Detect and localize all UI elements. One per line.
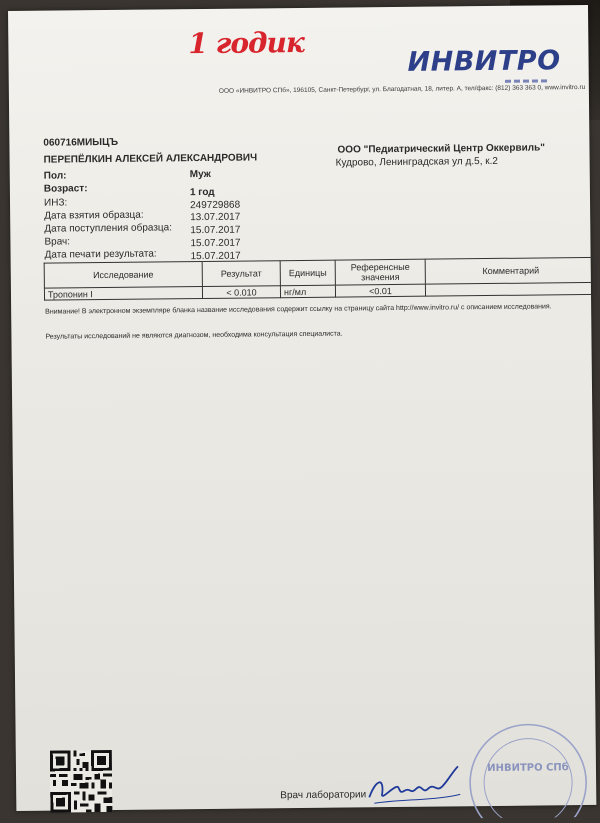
inz-value: 249729868	[190, 199, 241, 212]
inz-label: ИНЗ:	[43, 197, 68, 209]
received-date-value: 15.07.2017	[190, 224, 241, 237]
doctor-label: Врач:	[44, 236, 71, 248]
handwritten-note: 1 годик	[188, 25, 304, 61]
column-header-test: Исследование	[44, 262, 202, 289]
disclaimer-note: Результаты исследований не являются диагнозом, необходима консультация специалиста.	[45, 330, 343, 341]
reference-cell: <0.01	[335, 284, 425, 297]
result-cell: < 0.010	[202, 286, 280, 299]
age-label: Возраст:	[43, 183, 88, 195]
column-header-reference: Референсные значения	[335, 259, 425, 285]
comment-cell	[425, 282, 596, 296]
results-table	[44, 257, 597, 301]
lab-result-sheet	[8, 5, 596, 811]
print-date-value: 15.07.2017	[190, 250, 241, 263]
stamp-label: ИНВИТРО СПб	[487, 762, 569, 775]
patient-name: ПЕРЕПЁЛКИН АЛЕКСЕЙ АЛЕКСАНДРОВИЧ	[43, 152, 258, 166]
column-header-result: Результат	[202, 261, 280, 287]
sample-date-value: 13.07.2017	[190, 211, 241, 224]
qr-code-icon	[50, 750, 113, 813]
clinic-name: ООО "Педиатрический Центр Оккервиль"	[337, 142, 546, 156]
sample-date-label: Дата взятия образца:	[44, 209, 144, 222]
patient-code: 060716МИЫЦЪ	[43, 136, 119, 149]
column-header-comment: Комментарий	[425, 257, 596, 284]
column-header-units: Единицы	[280, 260, 335, 286]
lab-address: ООО «ИНВИТРО СПб», 196105, Санкт-Петербург, ул. Благодатная, 18, литер. А, тел/факс: (812) 363 363 0, www.invitro.ru	[218, 83, 586, 95]
clinic-stamp-icon	[452, 707, 600, 819]
logo-underline-mark	[505, 79, 549, 82]
clinic-address: Кудрово, Ленинградская ул д.5, к.2	[335, 155, 499, 169]
doctor-value: 15.07.2017	[190, 237, 241, 250]
print-date-label: Дата печати результата:	[44, 248, 157, 261]
attention-note: Внимание! В электронном экземпляре бланка название исследования содержит ссылку на страницу сайта http://www.invitro.ru/ с описанием исследования.	[45, 303, 552, 316]
age-value: 1 год	[189, 186, 215, 199]
lab-doctor-label: Врач лаборатории	[280, 789, 367, 802]
units-cell: нг/мл	[280, 285, 335, 298]
test-name-cell: Тропонин I	[44, 287, 202, 301]
invitro-logo: ИНВИТРО	[407, 45, 561, 78]
sex-value: Муж	[189, 168, 211, 181]
received-date-label: Дата поступления образца:	[44, 222, 173, 235]
sex-label: Пол:	[43, 170, 67, 182]
